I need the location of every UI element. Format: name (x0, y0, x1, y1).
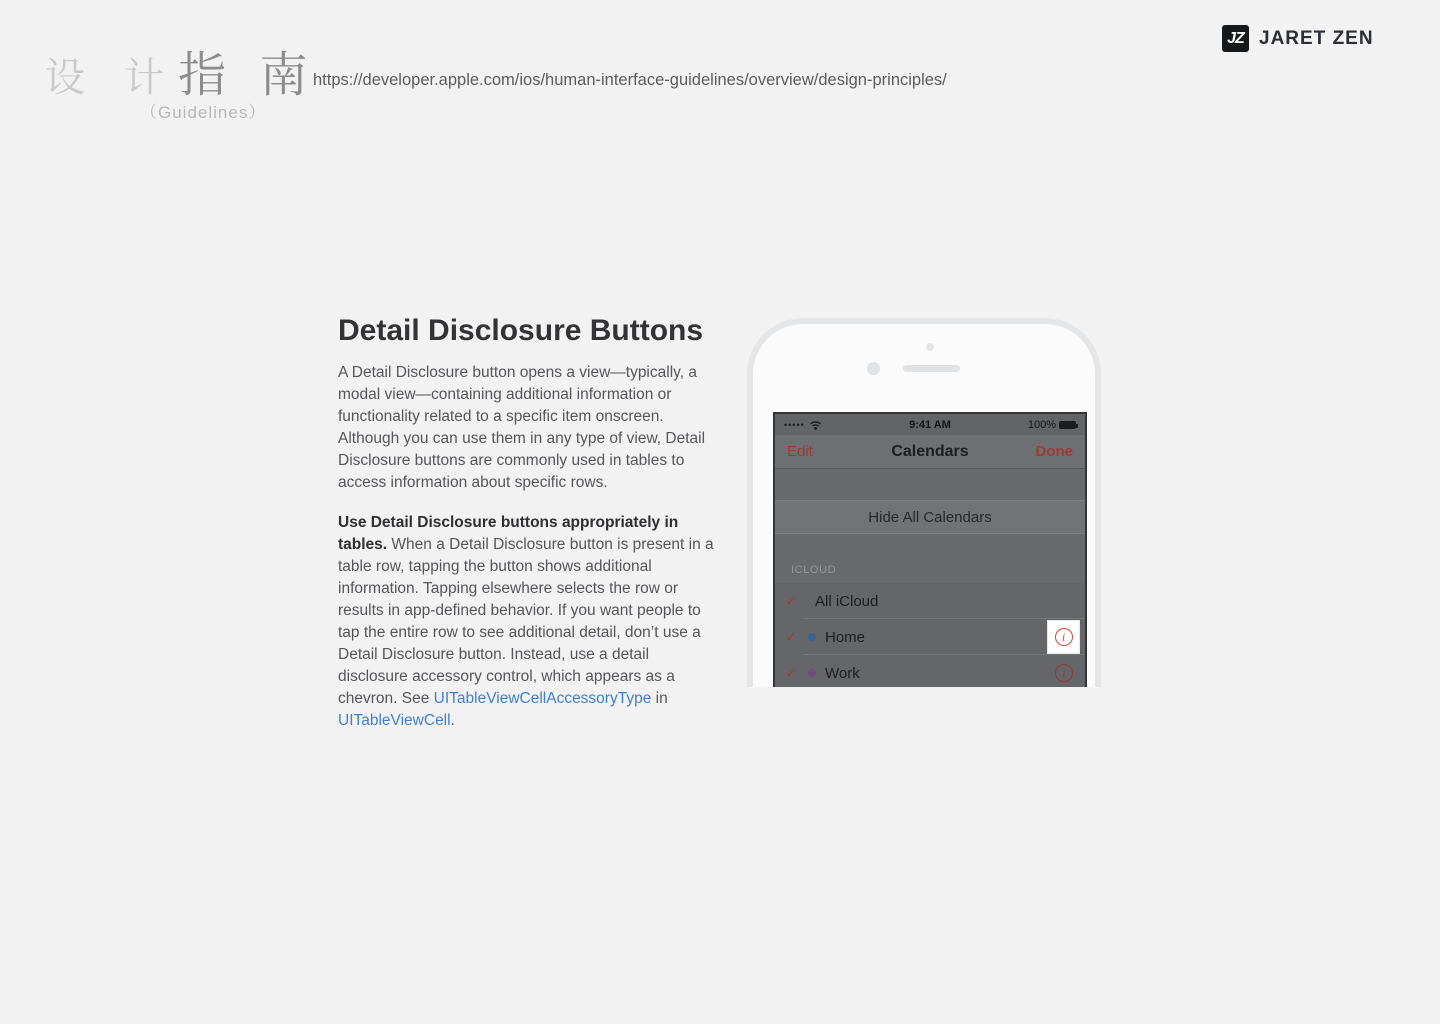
front-camera (867, 362, 880, 375)
nav-title: Calendars (891, 442, 969, 460)
iphone-screen (773, 412, 1087, 687)
table-gap (775, 469, 1085, 500)
proximity-sensor-dot (926, 343, 934, 351)
navigation-bar (775, 435, 1085, 469)
calendar-row-label: Home (825, 628, 866, 646)
guideline-end-text: . (450, 712, 455, 729)
calendar-color-dot (808, 669, 816, 677)
done-button[interactable]: Done (1035, 443, 1073, 460)
checkmark-icon: ✓ (785, 664, 797, 681)
site-logo (45, 36, 317, 105)
page-title: Detail Disclosure Buttons (338, 314, 704, 347)
guideline-paragraph (338, 512, 714, 732)
brand-monogram-icon: JZ (1222, 25, 1249, 52)
icloud-section-header: ICLOUD (775, 534, 1085, 583)
signal-strength-icon: ••••• (784, 419, 805, 430)
guideline-bold-lead: Use Detail Disclosure buttons appropriately in tables. (338, 514, 679, 553)
calendar-row-label: Work (825, 664, 860, 682)
intro-paragraph: A Detail Disclosure button opens a view—typically, a modal view—containing additional information or functionality related to a specific item onscreen. Although you can use them in any type of view, Detail Disclosure buttons are commonly used in tables to access information about specific rows. (338, 364, 706, 491)
iphone-mockup (747, 318, 1101, 687)
battery-indicator (1028, 419, 1076, 431)
calendar-row-all-icloud[interactable] (775, 583, 1085, 619)
detail-disclosure-info-icon[interactable]: i (1055, 628, 1073, 646)
battery-icon (1059, 421, 1076, 429)
calendar-row-work[interactable] (775, 655, 1085, 687)
site-logo-light-text: 设 计 (45, 56, 179, 100)
guideline-mid-text: in (651, 690, 668, 707)
hide-all-calendars-row[interactable]: Hide All Calendars (775, 500, 1085, 534)
guideline-body-text: When a Detail Disclosure button is present in a table row, tapping the button shows additional information. Tapping elsewhere selects the row or results in app-defined behavior. If you want people to tap the entire row to see additional detail, don’t use a Detail Disclosure button. Instead, use a detail disclosure accessory control, which appears as a chevron. See (338, 536, 714, 707)
link-uitableviewcellaccessorytype[interactable]: UITableViewCellAccessoryType (433, 690, 652, 707)
source-url-text: https://developer.apple.com/ios/human-interface-guidelines/overview/design-principles/ (313, 71, 947, 89)
status-bar (775, 414, 1085, 435)
edit-button[interactable]: Edit (787, 443, 813, 460)
calendar-color-dot (808, 633, 816, 641)
calendar-row-home[interactable] (775, 619, 1085, 655)
site-logo-dark-text: 指 南 (178, 49, 318, 102)
detail-disclosure-highlight (1048, 621, 1079, 653)
checkmark-icon: ✓ (785, 628, 797, 645)
site-logo-subtitle: （Guidelines） (140, 103, 267, 122)
detail-disclosure-info-icon[interactable]: i (1055, 664, 1073, 682)
brand-logo (1222, 25, 1374, 52)
status-bar-time: 9:41 AM (909, 418, 951, 431)
calendar-row-label: All iCloud (815, 592, 879, 610)
brand-name: JARET ZEN (1259, 27, 1374, 49)
checkmark-icon: ✓ (785, 592, 797, 609)
battery-percent: 100% (1027, 418, 1056, 431)
link-uitableviewcell[interactable]: UITableViewCell (338, 712, 451, 729)
earpiece-speaker (903, 365, 960, 372)
iphone-body (747, 318, 1101, 687)
